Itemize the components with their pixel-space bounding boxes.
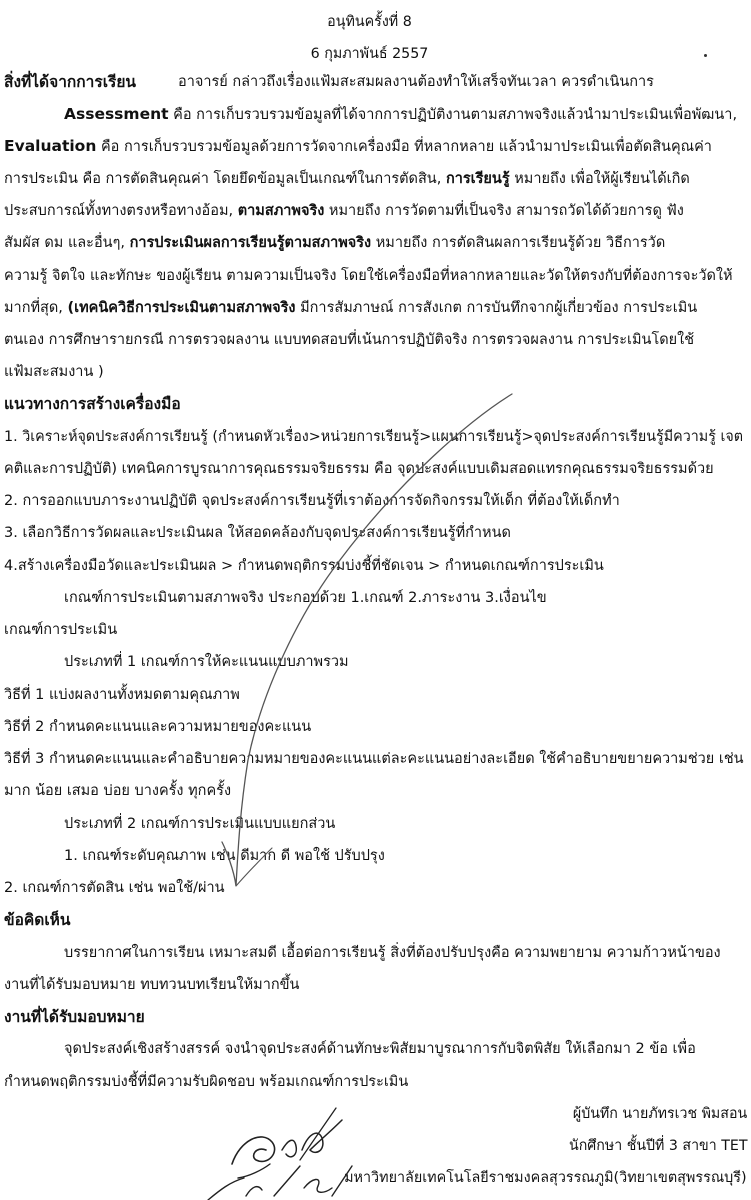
tools-step-2: 2. การออกแบบภาระงานปฏิบัติ จุดประสงค์การเรียนรู้ที่เราต้องการจัดกิจกรรมให้เด็ก ที่ต้องให้เด็กทำ [4, 493, 620, 509]
recorder-name: ผู้บันทึก นายภัทรเวช พิมสอน [572, 1106, 747, 1122]
text-span: หมายถึง การตัดสินผลการเรียนรู้ด้วย วิธีการวัด [371, 235, 666, 251]
criteria-method-3b: มาก น้อย เสมอ บ่อย บางครั้ง ทุกครั้ง [4, 783, 232, 799]
recorder-university: มหาวิทยาลัยเทคโนโลยีราชมงคลสุวรรณภูมิ(วิทยาเขตสุพรรณบุรี) [344, 1170, 747, 1186]
criteria-sub-2: 2. เกณฑ์การตัดสิน เช่น พอใช้/ผ่าน [4, 880, 225, 896]
criteria-sub-1: 1. เกณฑ์ระดับคุณภาพ เช่น ดีมาก ดี พอใช้ ปรับปรุง [64, 848, 385, 864]
tools-step-1a: 1. วิเคราะห์จุดประสงค์การเรียนรู้ (กำหนดหัวเรื่อง>หน่วยการเรียนรู้>แผนการเรียนรู้>จุดประสงค์การเรียนรู้มีความรู้ เจต [4, 429, 744, 445]
assignment-text-2: กำหนดพฤติกรรมบ่งชี้ที่มีความรับผิดชอบ พร้อมเกณฑ์การประเมิน [4, 1074, 409, 1090]
text-span: สัมผัส ดม และอื่นๆ, [4, 235, 130, 251]
criteria-type-2: ประเภทที่ 2 เกณฑ์การประเมินแบบแยกส่วน [64, 816, 336, 832]
criteria-label: เกณฑ์การประเมิน [4, 622, 118, 638]
criteria-method-1: วิธีที่ 1 แบ่งผลงานทั้งหมดตามคุณภาพ [4, 687, 240, 703]
tools-heading: แนวทางการสร้างเครื่องมือ [4, 395, 181, 413]
journal-date: 6 กุมภาพันธ์ 2557 [310, 46, 429, 62]
journal-title: อนุทินครั้งที่ 8 [327, 14, 412, 30]
assessment-text: คือ การเก็บรวบรวมข้อมูลที่ได้จากการปฏิบัติงานตามสภาพจริงแล้วนำมาประเมินเพื่อพัฒนา, [168, 107, 738, 123]
learning-line-10: แฟ้มสะสมงาน ) [4, 364, 104, 380]
technique-term: (เทคนิควิธีการประเมินตามสภาพจริง [67, 300, 296, 316]
text-span: หมายถึง การวัดตามที่เป็นจริง สามารถวัดได้ด้วยการดู ฟัง [324, 203, 684, 219]
authentic-assessment-term: การประเมินผลการเรียนรู้ตามสภาพจริง [129, 235, 372, 251]
tools-step-4: 4.สร้างเครื่องมือวัดและประเมินผล > กำหนดพฤติกรรมบ่งชี้ที่ชัดเจน > กำหนดเกณฑ์การประเมิน [4, 558, 604, 574]
opinion-text-1: บรรยากาศในการเรียน เหมาะสมดี เอื้อต่อการเรียนรู้ สิ่งที่ต้องปรับปรุงคือ ความพยายาม ความก้าวหน้าของ [64, 945, 721, 961]
tools-step-1b: คติและการปฏิบัติ) เทคนิคการบูรณาการคุณธรรมจริยธรรม คือ จุดปะสงค์แบบเดิมสอดแทรกคุณธรรมจริยธรรมด้วย [4, 461, 714, 477]
evaluation-text: คือ การเก็บรวบรวมข้อมูลด้วยการวัดจากเครื่องมือ ที่หลากหลาย แล้วนำมาประเมินเพื่อตัดสินคุณค่า [96, 139, 712, 155]
criteria-type-1: ประเภทที่ 1 เกณฑ์การให้คะแนนแบบภาพรวม [64, 654, 349, 670]
opinion-heading: ข้อคิดเห็น [4, 911, 71, 929]
learning-intro: อาจารย์ กล่าวถึงเรื่องแฟ้มสะสมผลงานต้องทำให้เสร็จทันเวลา ควรดำเนินการ [178, 74, 654, 90]
learning-heading: สิ่งที่ได้จากการเรียน [4, 73, 136, 91]
assignment-text-1: จุดประสงค์เชิงสร้างสรรค์ จงนำจุดประสงค์ด้านทักษะพิสัยมาบูรณาการกับจิตพิสัย ให้เลือกมา 2 ข้อ เพื่อ [64, 1041, 696, 1057]
authentic-term: ตามสภาพจริง [237, 203, 325, 219]
learning-line-7: ความรู้ จิตใจ และทักษะ ของผู้เรียน ตามความเป็นจริง โดยใช้เครื่องมือที่หลากหลายและวัดให้ตรงกับที่ต้องการจะวัดให้ [4, 268, 733, 284]
assignment-heading: งานที่ได้รับมอบหมาย [4, 1008, 145, 1026]
criteria-method-3a: วิธีที่ 3 กำหนดคะแนนและคำอธิบายความหมายของคะแนนแต่ละคะแนนอย่างละเอียด ใช้คำอธิบายขยายความช่วย เช่น [4, 751, 744, 767]
text-span: หมายถึง เพื่อให้ผู้เรียนได้เกิด [509, 171, 690, 187]
text-span: มีการสัมภาษณ์ การสังเกต การบันทึกจากผู้เกี่ยวข้อง การประเมิน [295, 300, 698, 316]
opinion-text-2: งานที่ได้รับมอบหมาย ทบทวนบทเรียนให้มากขึ้น [4, 977, 300, 993]
text-span: การประเมิน คือ การตัดสินคุณค่า โดยยึดข้อมูลเป็นเกณฑ์ในการตัดสิน, [4, 171, 446, 187]
tools-step-3: 3. เลือกวิธีการวัดผลและประเมินผล ให้สอดคล้องกับจุดประสงค์การเรียนรู้ที่กำหนด [4, 525, 511, 541]
learning-term: การเรียนรู้ [445, 171, 510, 187]
evaluation-term: Evaluation [4, 137, 97, 155]
assessment-term: Assessment [64, 105, 169, 123]
text-span: ประสบการณ์ทั้งทางตรงหรือทางอ้อม, [4, 203, 238, 219]
learning-line-9: ตนเอง การศึกษารายกรณี การตรวจผลงาน แบบทดสอบที่เน้นการปฏิบัติจริง การตรวจผลงาน การประเมินโดยใช้ [4, 332, 695, 348]
criteria-components: เกณฑ์การประเมินตามสภาพจริง ประกอบด้วย 1.เกณฑ์ 2.ภาระงาน 3.เงื่อนไข [64, 590, 547, 606]
text-span: มากที่สุด, [4, 300, 68, 316]
recorder-student-info: นักศึกษา ชั้นปีที่ 3 สาขา TET [568, 1138, 747, 1154]
criteria-method-2: วิธีที่ 2 กำหนดคะแนนและความหมายของคะแนน [4, 719, 312, 735]
